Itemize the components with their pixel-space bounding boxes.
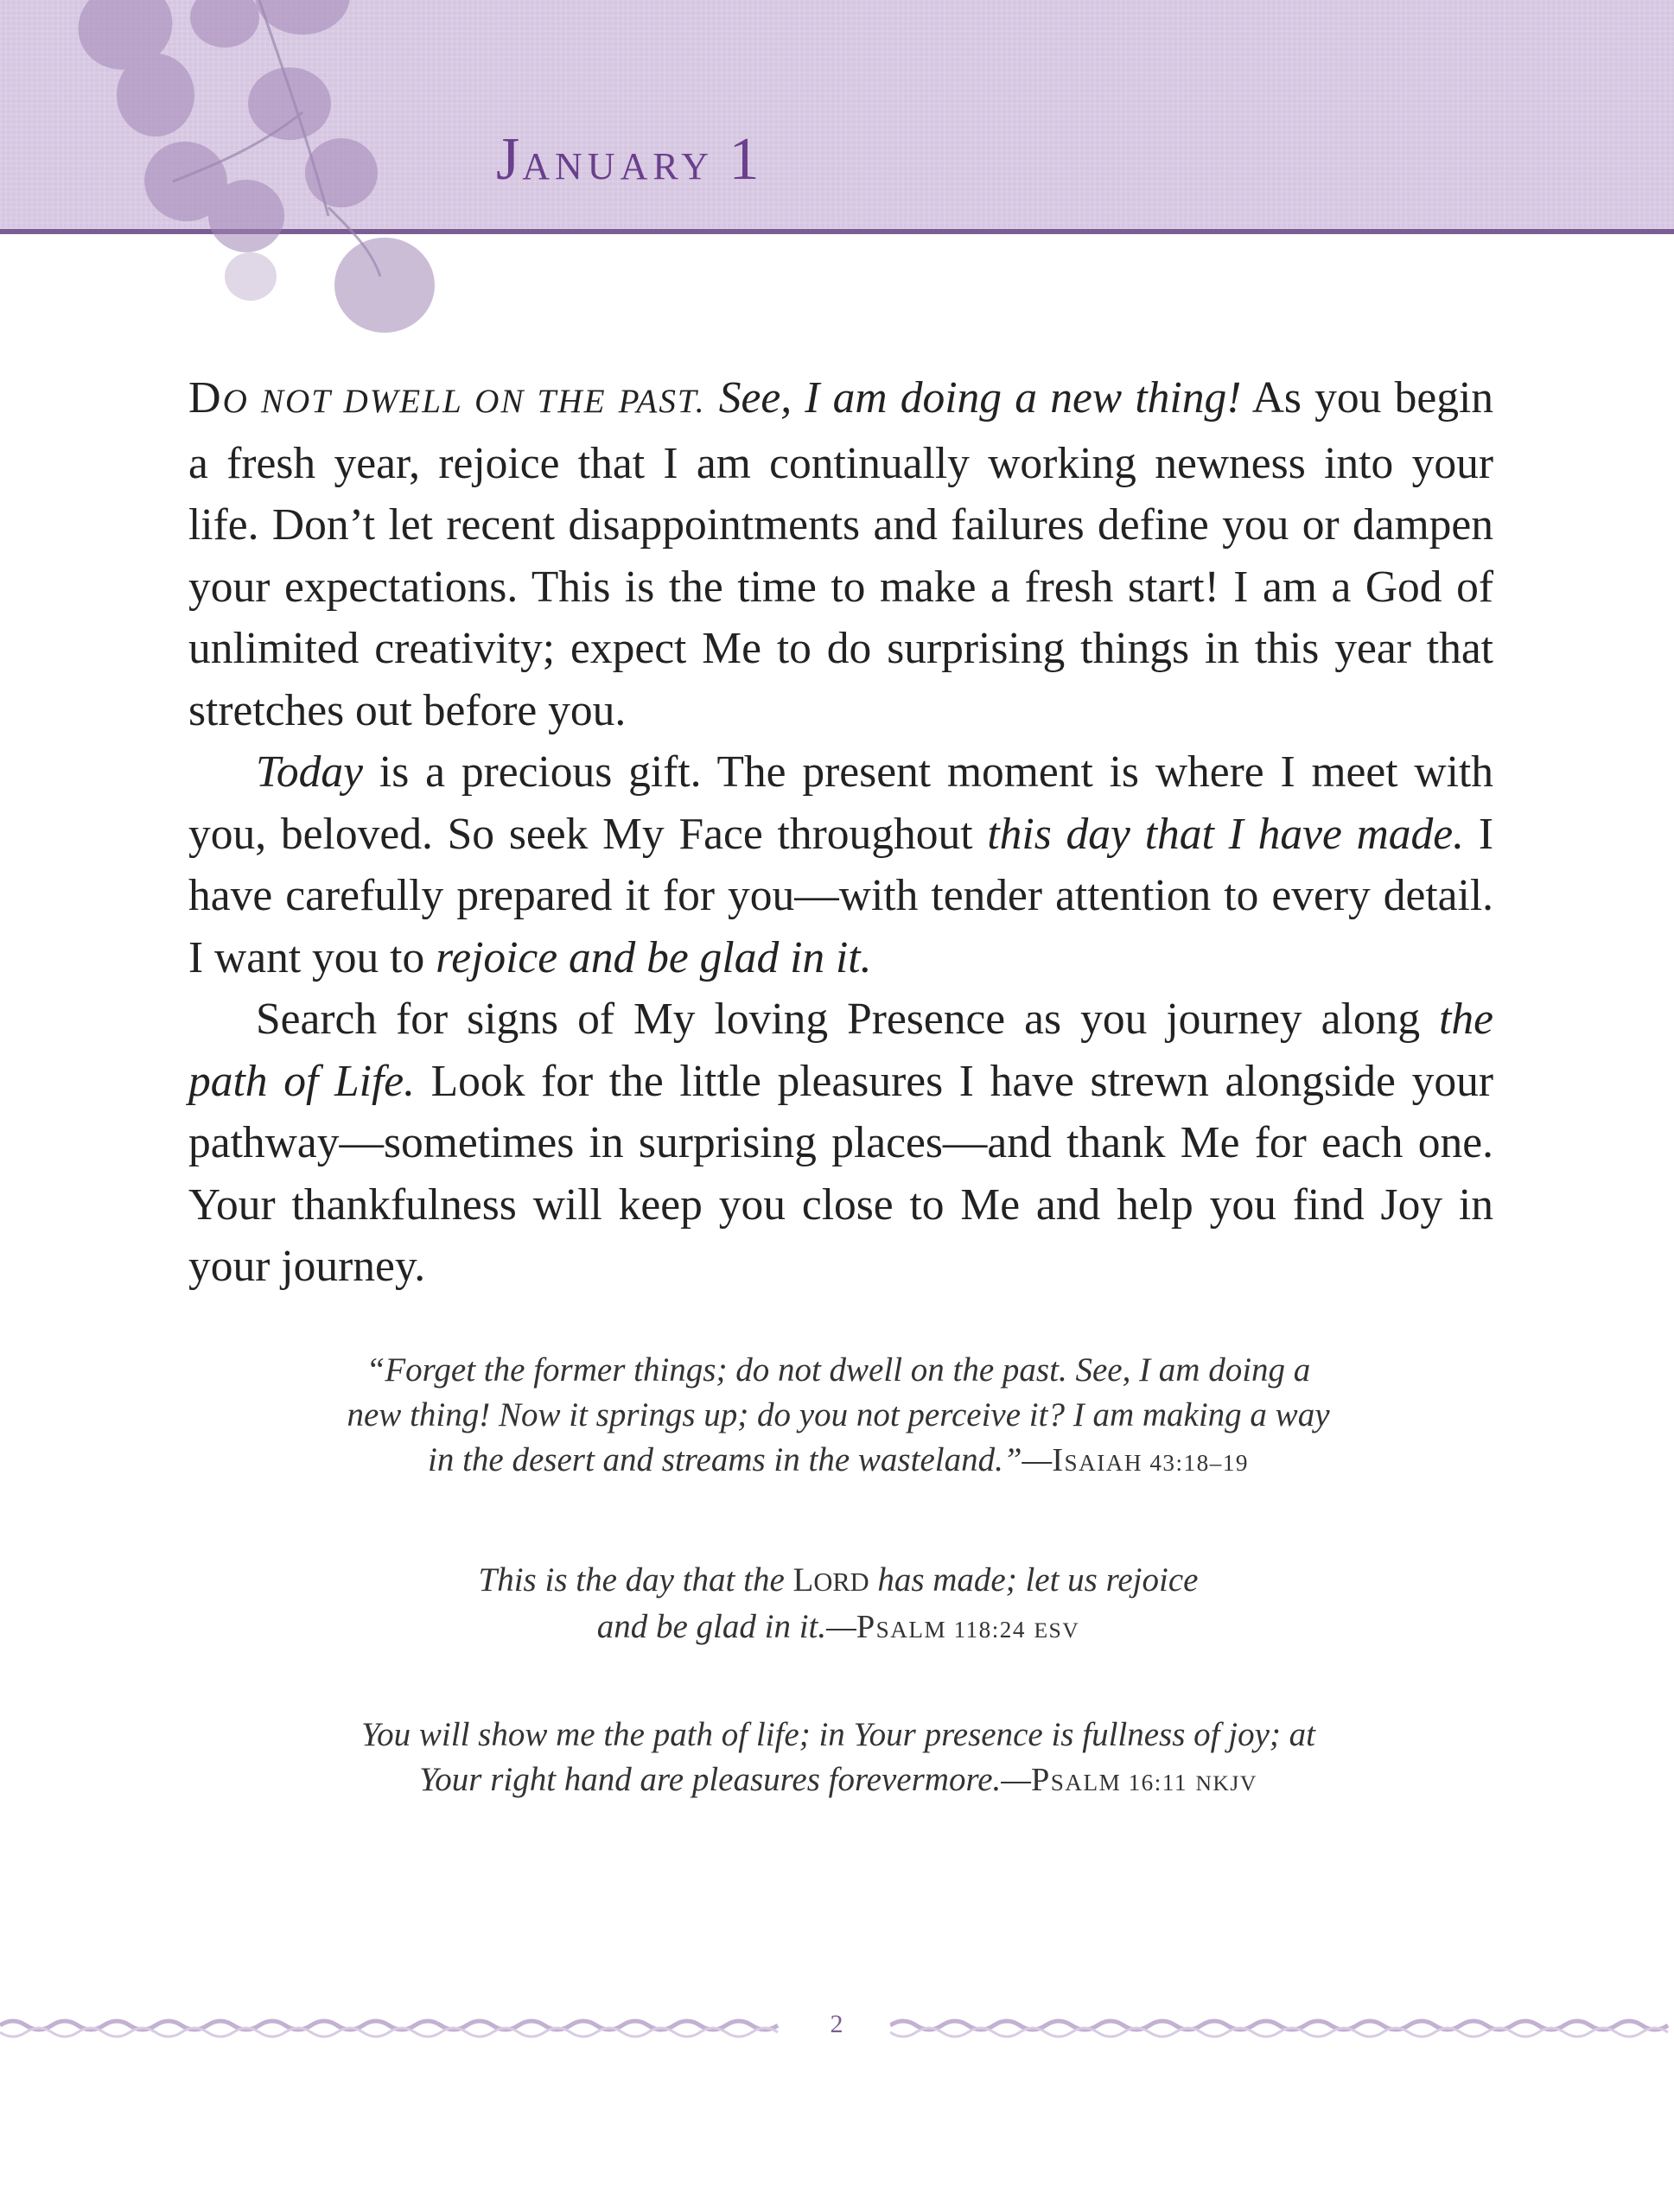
verse-reference	[856, 1609, 1080, 1645]
verse-line: “Forget the former things; do not dwell on the past. See, I am doing a	[366, 1351, 1311, 1389]
verse-psalm-118	[259, 1558, 1417, 1653]
verse-reference	[1052, 1442, 1249, 1478]
p3-text-1: Search for signs of My loving Presence as you journey along	[256, 995, 1421, 1044]
ref-rest: SALM 16:11	[1050, 1770, 1187, 1796]
p1-italic: See, I am doing a new thing!	[718, 373, 1242, 423]
footer-ornament-left	[0, 2015, 791, 2041]
p2-italic-3: rejoice and be glad in it.	[436, 932, 872, 982]
lord-rest: ORD	[813, 1567, 869, 1597]
verse-text: This is the day that the	[478, 1561, 793, 1599]
ref-cap: P	[1030, 1762, 1051, 1798]
verse-line-text: in the desert and streams in the wasteland.”—	[428, 1441, 1053, 1478]
lead-in-smallcaps	[188, 373, 706, 423]
verse-line: new thing! Now it springs up; do you not perceive it? I am making a way	[347, 1396, 1330, 1433]
bible-version: NKJV	[1195, 1770, 1257, 1796]
p1-text: As you begin a fresh year, rejoice that I am continually working newness into your life. Don’t let recent disappointments and failures define you or dampen your expectations. This is the time to make a fresh start! I am a God of unlimited creativity; expect Me to do surprising things in this year that stretches out before you.	[188, 373, 1494, 735]
verse-text: has made; let us rejoice	[869, 1561, 1199, 1599]
page-title	[496, 125, 762, 194]
p2-text-2: I have carefully prepared it for you—with tender attention to every detail. I want you to	[188, 809, 1494, 982]
lord-smallcaps	[793, 1561, 869, 1599]
eucalyptus-leaves-decoration	[43, 0, 449, 354]
verse-isaiah	[259, 1348, 1417, 1485]
p2-text-1: is a precious gift. The present moment is where I meet with you, beloved. So seek My Face throughout	[188, 747, 1493, 859]
ref-rest: SALM 118:24	[875, 1617, 1026, 1643]
p3-text-2: Look for the little pleasures I have strewn alongside your pathway—sometimes in surprising places—and thank Me for each one. Your thankfulness will keep you close to Me and help you find Joy in your journey.	[188, 1056, 1493, 1291]
title-day: 1	[729, 126, 762, 193]
devotional-body	[188, 367, 1493, 1298]
verse-line	[259, 1558, 1417, 1605]
p3-italic-1: the path of Life.	[188, 995, 1494, 1106]
p2-italic-1: Today	[256, 747, 364, 797]
paragraph-3	[188, 988, 1493, 1298]
verse-line-text: Your right hand are pleasures forevermore.—	[419, 1761, 1031, 1798]
verse-psalm-16	[259, 1713, 1417, 1806]
verse-line-text: and be glad in it.—	[596, 1608, 856, 1645]
paragraph-2	[188, 741, 1493, 988]
ref-cap: P	[856, 1609, 876, 1645]
verse-line: You will show me the path of life; in Your presence is fullness of joy; at	[361, 1716, 1315, 1753]
title-first-letter: J	[496, 126, 523, 193]
ref-cap: I	[1052, 1442, 1065, 1478]
verse-line	[259, 1758, 1417, 1806]
paragraph-1	[188, 367, 1493, 741]
verse-line	[259, 1605, 1417, 1653]
p2-italic-2: this day that I have made.	[987, 809, 1465, 859]
verse-line	[259, 1438, 1417, 1485]
footer-ornament-right	[890, 2015, 1674, 2041]
lead-in-rest: O NOT DWELL ON THE PAST.	[222, 383, 706, 420]
verse-reference	[1030, 1762, 1257, 1798]
lead-in-first-letter: D	[188, 373, 223, 423]
title-month-rest: ANUARY	[522, 145, 715, 188]
page-number: 2	[830, 2010, 843, 2038]
ref-rest: SAIAH 43:18–19	[1064, 1450, 1249, 1476]
lord-cap: L	[792, 1561, 814, 1599]
bible-version: ESV	[1034, 1618, 1080, 1643]
